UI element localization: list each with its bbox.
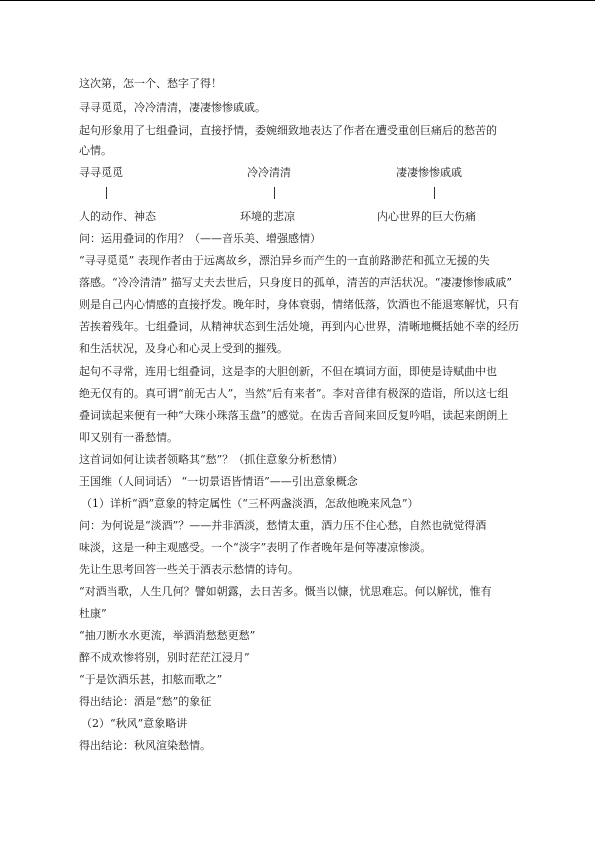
diagram-connector [106,187,107,199]
question-line: 问：运用叠词的作用？（——音乐美、增强感情） [79,232,321,245]
diagram-top-3: 凄凄惨惨戚戚 [396,166,462,179]
paragraph-line: 王国维（人间词话） “一切景语皆情语”——引出意象概念 [79,475,358,488]
diagram-bottom-2: 环境的悲凉 [240,210,295,223]
diagram-top-2: 冷冷清清 [247,166,291,179]
quote-line: 这次第，怎一个、愁字了得！ [79,77,222,90]
question-line: 问：为何说是“淡酒”？——并非酒淡，愁情太重，酒力压不住心愁，自然也就觉得酒 [79,519,487,532]
question-line: 这首词如何让读者领略其“愁”？（抓住意象分析愁情） [79,453,344,466]
paragraph-line: 落感。“冷冷清清” 描写丈夫去世后，只身度日的孤单，清苦的声活状况。“凄凄惨惨戚戚” [79,276,512,289]
page-top-rule [0,0,595,1]
paragraph-line: 苦挨着残年。七组叠词，从精神状态到生活处境，再到内心世界，清晰地概括她不幸的经历 [79,320,519,333]
section-heading: （1）详析“酒”意象的特定属性（“三杯两盏淡酒，怎敌他晚来风急”） [81,497,419,510]
poem-quote-line: “于是饮酒乐甚，扣舷而歌之” [79,673,223,686]
paragraph-line: 和生活状况，及身心和心灵上受到的摧残。 [79,342,288,355]
paragraph-line: 起句不寻常，连用七组叠词，这是李的大胆创新，不但在填词方面，即使是诗赋曲中也 [79,365,497,378]
conclusion-line: 得出结论：秋风渲染愁情。 [79,739,211,752]
paragraph-line: 味淡，这是一种主观感受。一个“淡字”表明了作者晚年是何等凄凉惨淡。 [79,541,432,554]
section-heading: （2）“秋风”意象略讲 [81,717,188,730]
paragraph-line: 则是自己内心情感的直接抒发。晚年时，身体衰弱，情绪低落，饮酒也不能退寒解忧，只有 [79,298,519,311]
diagram-connector [434,187,435,199]
poem-quote-line: “对酒当歌，人生几何？譬如朝露，去日苦多。慨当以慷，忧思难忘。何以解忧，惟有 [79,585,492,598]
quote-line: 寻寻觅觅，冷冷清清，凄凄惨惨戚戚。 [79,101,266,114]
paragraph-line: “寻寻觅觅” 表现作者由于远离故乡，漂泊异乡而产生的一直前路渺茫和孤立无援的失 [79,254,490,267]
paragraph-line: 叩又别有一番愁情。 [79,431,178,444]
diagram-top-1: 寻寻觅觅 [79,166,123,179]
paragraph-line: 起句形象用了七组叠词，直接抒情，委婉细致地表达了作者在遭受重创巨痛后的愁苦的 [79,124,497,137]
diagram-bottom-1: 人的动作、神态 [79,210,156,223]
poem-quote-line: “抽刀断水水更流，举酒消愁愁更愁” [79,629,256,642]
paragraph-line: 叠词读起来便有一种“大珠小珠落玉盘”的感觉。在齿舌音间来回反复吟唱，读起来朗朗上 [79,409,509,422]
paragraph-line: 先让生思考回答一些关于酒表示愁情的诗句。 [79,563,299,576]
conclusion-line: 得出结论：酒是“愁”的象征 [79,695,212,708]
paragraph-line: 绝无仅有的。真可谓“前无古人”，当然“后有来者”。李对音律有极深的造诣，所以这七组 [79,387,509,400]
paragraph-line: 心情。 [79,144,112,157]
poem-quote-line: 杜康” [79,607,107,620]
poem-quote-line: 醉不成欢惨将别，别时茫茫江浸月” [79,651,250,664]
diagram-connector [274,187,275,199]
diagram-bottom-3: 内心世界的巨大伤痛 [377,210,476,223]
